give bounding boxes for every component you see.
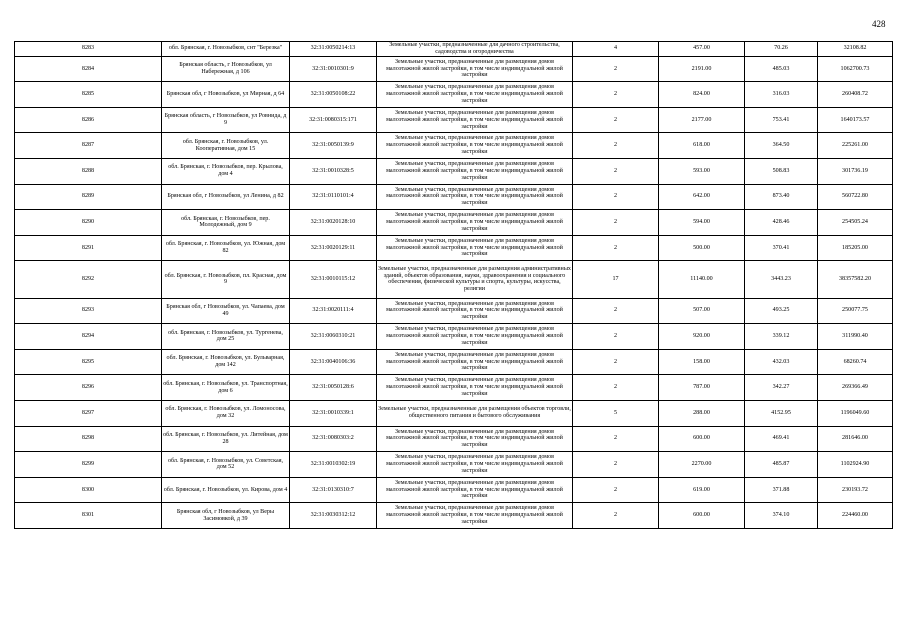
area-cell: 288.00: [659, 400, 745, 426]
row-number-cell: 8300: [15, 477, 162, 503]
specific-value-cell: 753.41: [745, 107, 818, 133]
group-code-cell: 2: [573, 477, 659, 503]
specific-value-cell: 370.41: [745, 235, 818, 261]
table-row: [15, 42, 893, 57]
address-cell: Брянская обл, г Новозыбков, ул Веры Засимовкой, д 39: [162, 503, 290, 529]
land-use-type-cell: Земельные участки, предназначенные для размещения домов малоэтажной жилой застройки, в том числе индивидуальной жилой застройки: [377, 426, 573, 452]
specific-value-cell: 485.87: [745, 452, 818, 478]
cadastral-number-cell: 32:31:0050139:9: [290, 133, 377, 159]
row-number-cell: 8294: [15, 324, 162, 350]
row-number-cell: 8301: [15, 503, 162, 529]
row-number-cell: 8292: [15, 261, 162, 298]
cadastral-number-cell: 32:31:0020129:11: [290, 235, 377, 261]
group-code-cell: 2: [573, 324, 659, 350]
cadastral-value-cell: 260408.72: [818, 82, 893, 108]
row-number-cell: 8296: [15, 375, 162, 401]
group-code-cell: 2: [573, 107, 659, 133]
table-row: [15, 349, 893, 375]
table-row: [15, 159, 893, 185]
group-code-cell: 2: [573, 349, 659, 375]
cadastral-number-cell: 32:31:0030312:12: [290, 503, 377, 529]
group-code-cell: 2: [573, 375, 659, 401]
address-cell: обл. Брянская, г. Новозыбков, ул. Литейная, дом 28: [162, 426, 290, 452]
cadastral-number-cell: 32:31:0060310:21: [290, 324, 377, 350]
table-row: [15, 107, 893, 133]
area-cell: 787.00: [659, 375, 745, 401]
cadastral-number-cell: 32:31:0130310:7: [290, 477, 377, 503]
area-cell: 618.00: [659, 133, 745, 159]
land-use-type-cell: Земельные участки, предназначенные для размещения домов малоэтажной жилой застройки, в том числе индивидуальной жилой застройки: [377, 56, 573, 82]
table-row: [15, 452, 893, 478]
specific-value-cell: 508.83: [745, 159, 818, 185]
area-cell: 457.00: [659, 42, 745, 57]
group-code-cell: 2: [573, 235, 659, 261]
table-row: [15, 56, 893, 82]
row-number-cell: 8288: [15, 159, 162, 185]
land-use-type-cell: Земельные участки, предназначенные для размещения объектов торговли, общественного питания и бытового обслуживания: [377, 400, 573, 426]
group-code-cell: 5: [573, 400, 659, 426]
area-cell: 11140.00: [659, 261, 745, 298]
cadastral-value-cell: 1102924.90: [818, 452, 893, 478]
area-cell: 2270.00: [659, 452, 745, 478]
land-use-type-cell: Земельные участки, предназначенные для размещения домов малоэтажной жилой застройки, в том числе индивидуальной жилой застройки: [377, 375, 573, 401]
specific-value-cell: 873.40: [745, 184, 818, 210]
cadastral-value-cell: 185205.00: [818, 235, 893, 261]
cadastral-number-cell: 32:31:0010328:5: [290, 159, 377, 185]
group-code-cell: 2: [573, 426, 659, 452]
group-code-cell: 2: [573, 56, 659, 82]
area-cell: 158.00: [659, 349, 745, 375]
specific-value-cell: 342.27: [745, 375, 818, 401]
area-cell: 600.00: [659, 503, 745, 529]
address-cell: обл. Брянская, г. Новозыбков, ул. Тургенева, дом 25: [162, 324, 290, 350]
specific-value-cell: 364.50: [745, 133, 818, 159]
cadastral-number-cell: 32:31:0010301:9: [290, 56, 377, 82]
row-number-cell: 8290: [15, 210, 162, 236]
row-number-cell: 8295: [15, 349, 162, 375]
row-number-cell: 8298: [15, 426, 162, 452]
land-use-type-cell: Земельные участки, предназначенные для размещения домов малоэтажной жилой застройки, в том числе индивидуальной жилой застройки: [377, 107, 573, 133]
cadastral-value-cell: 560722.80: [818, 184, 893, 210]
row-number-cell: 8299: [15, 452, 162, 478]
area-cell: 507.00: [659, 298, 745, 324]
table-row: [15, 261, 893, 298]
group-code-cell: 2: [573, 82, 659, 108]
cadastral-value-cell: 1062700.73: [818, 56, 893, 82]
cadastral-number-cell: 32:31:0010115:12: [290, 261, 377, 298]
area-cell: 593.00: [659, 159, 745, 185]
table-row: [15, 210, 893, 236]
table-row: [15, 477, 893, 503]
cadastral-value-cell: 38357582.20: [818, 261, 893, 298]
cadastral-number-cell: 32:31:0010339:1: [290, 400, 377, 426]
row-number-cell: 8284: [15, 56, 162, 82]
land-use-type-cell: Земельные участки, предназначенные для размещения домов малоэтажной жилой застройки, в том числе индивидуальной жилой застройки: [377, 210, 573, 236]
cadastral-value-cell: 250077.75: [818, 298, 893, 324]
table-body: [15, 42, 893, 529]
specific-value-cell: 339.12: [745, 324, 818, 350]
specific-value-cell: 70.26: [745, 42, 818, 57]
table-row: [15, 400, 893, 426]
specific-value-cell: 493.25: [745, 298, 818, 324]
land-use-type-cell: Земельные участки, предназначенные для размещения домов малоэтажной жилой застройки, в том числе индивидуальной жилой застройки: [377, 235, 573, 261]
land-use-type-cell: Земельные участки, предназначенные для размещения домов малоэтажной жилой застройки, в том числе индивидуальной жилой застройки: [377, 184, 573, 210]
page-number: 428: [872, 19, 886, 29]
area-cell: 824.00: [659, 82, 745, 108]
table-row: [15, 82, 893, 108]
area-cell: 500.00: [659, 235, 745, 261]
address-cell: обл. Брянская, г. Новозыбков, пл. Красная, дом 9: [162, 261, 290, 298]
group-code-cell: 2: [573, 503, 659, 529]
address-cell: обл. Брянская, г. Новозыбков, ул. Южная, дом 82: [162, 235, 290, 261]
land-use-type-cell: Земельные участки, предназначенные для размещения домов малоэтажной жилой застройки, в том числе индивидуальной жилой застройки: [377, 503, 573, 529]
specific-value-cell: 469.41: [745, 426, 818, 452]
cadastral-value-cell: 281646.00: [818, 426, 893, 452]
land-use-type-cell: Земельные участки, предназначенные для размещения домов малоэтажной жилой застройки, в том числе индивидуальной жилой застройки: [377, 477, 573, 503]
land-use-type-cell: Земельные участки, предназначенные для размещения домов малоэтажной жилой застройки, в том числе индивидуальной жилой застройки: [377, 298, 573, 324]
area-cell: 2177.00: [659, 107, 745, 133]
land-use-type-cell: Земельные участки, предназначенные для размещения домов малоэтажной жилой застройки, в том числе индивидуальной жилой застройки: [377, 324, 573, 350]
cadastral-value-cell: 311990.40: [818, 324, 893, 350]
cadastral-number-cell: 32:31:0020128:10: [290, 210, 377, 236]
cadastral-value-cell: 68260.74: [818, 349, 893, 375]
group-code-cell: 2: [573, 184, 659, 210]
row-number-cell: 8289: [15, 184, 162, 210]
address-cell: Брянская область, г Новозыбков, ул Ровнида, д 9: [162, 107, 290, 133]
row-number-cell: 8287: [15, 133, 162, 159]
cadastral-value-cell: 301736.19: [818, 159, 893, 185]
cadastral-value-cell: 32108.82: [818, 42, 893, 57]
cadastral-value-cell: 230193.72: [818, 477, 893, 503]
address-cell: обл. Брянская, г. Новозыбков, ул. Ломоносова, дом 32: [162, 400, 290, 426]
land-use-type-cell: Земельные участки, предназначенные для дачного строительства, садоводства и огородничества: [377, 42, 573, 57]
area-cell: 594.00: [659, 210, 745, 236]
row-number-cell: 8286: [15, 107, 162, 133]
row-number-cell: 8293: [15, 298, 162, 324]
land-use-type-cell: Земельные участки, предназначенные для размещения домов малоэтажной жилой застройки, в том числе индивидуальной жилой застройки: [377, 349, 573, 375]
specific-value-cell: 428.46: [745, 210, 818, 236]
address-cell: Брянская обл, г Новозыбков, ул. Чапаева, дом 49: [162, 298, 290, 324]
address-cell: Брянская обл, г Новозыбков, ул Ленина, д 82: [162, 184, 290, 210]
table-row: [15, 503, 893, 529]
area-cell: 2191.00: [659, 56, 745, 82]
land-use-type-cell: Земельные участки, предназначенные для размещения домов малоэтажной жилой застройки, в том числе индивидуальной жилой застройки: [377, 452, 573, 478]
area-cell: 600.00: [659, 426, 745, 452]
group-code-cell: 2: [573, 133, 659, 159]
address-cell: обл. Брянская, г. Новозыбков, ул. Бульварная, дом 142: [162, 349, 290, 375]
cadastral-number-cell: 32:31:0080315:171: [290, 107, 377, 133]
cadastral-number-cell: 32:31:0110101:4: [290, 184, 377, 210]
specific-value-cell: 374.10: [745, 503, 818, 529]
area-cell: 619.00: [659, 477, 745, 503]
cadastral-number-cell: 32:31:0020111:4: [290, 298, 377, 324]
table-row: [15, 298, 893, 324]
cadastral-number-cell: 32:31:0040106:36: [290, 349, 377, 375]
land-use-type-cell: Земельные участки, предназначенные для размещения домов малоэтажной жилой застройки, в том числе индивидуальной жилой застройки: [377, 82, 573, 108]
land-use-type-cell: Земельные участки, предназначенные для размещения административных зданий, объектов образования, науки, здравоохранения и социального обеспечения, физической культуры и спорта, культуры, искусства, религии: [377, 261, 573, 298]
cadastral-number-cell: 32:31:0080303:2: [290, 426, 377, 452]
group-code-cell: 2: [573, 210, 659, 236]
address-cell: обл. Брянская, г. Новозыбков, ул. Советская, дом 52: [162, 452, 290, 478]
row-number-cell: 8285: [15, 82, 162, 108]
address-cell: обл. Брянская, г. Новозыбков, пер. Молодежный, дом 9: [162, 210, 290, 236]
address-cell: обл. Брянская, г. Новозыбков, ул. Кооперативная, дом 15: [162, 133, 290, 159]
cadastral-value-cell: 269366.49: [818, 375, 893, 401]
specific-value-cell: 485.03: [745, 56, 818, 82]
group-code-cell: 2: [573, 298, 659, 324]
table-row: [15, 426, 893, 452]
cadastral-value-cell: 224460.00: [818, 503, 893, 529]
specific-value-cell: 4152.95: [745, 400, 818, 426]
cadastral-value-cell: 1640173.57: [818, 107, 893, 133]
address-cell: обл. Брянская, г. Новозыбков, ул. Кирова, дом 4: [162, 477, 290, 503]
row-number-cell: 8297: [15, 400, 162, 426]
land-use-type-cell: Земельные участки, предназначенные для размещения домов малоэтажной жилой застройки, в том числе индивидуальной жилой застройки: [377, 133, 573, 159]
row-number-cell: 8291: [15, 235, 162, 261]
cadastral-number-cell: 32:31:0010302:19: [290, 452, 377, 478]
address-cell: обл. Брянская, г. Новозыбков, снт "Березка": [162, 42, 290, 57]
address-cell: Брянская обл, г Новозыбков, ул Мирная, д 64: [162, 82, 290, 108]
specific-value-cell: 432.03: [745, 349, 818, 375]
table-row: [15, 324, 893, 350]
cadastral-number-cell: 32:31:0050108:22: [290, 82, 377, 108]
cadastral-value-table: [14, 41, 893, 529]
cadastral-number-cell: 32:31:0050214:13: [290, 42, 377, 57]
area-cell: 642.00: [659, 184, 745, 210]
specific-value-cell: 371.88: [745, 477, 818, 503]
address-cell: обл. Брянская, г. Новозыбков, пер. Крылова, дом 4: [162, 159, 290, 185]
table-row: [15, 184, 893, 210]
cadastral-value-cell: 1196049.60: [818, 400, 893, 426]
table-row: [15, 235, 893, 261]
address-cell: Брянская область, г Новозыбков, ул Набережная, д 106: [162, 56, 290, 82]
row-number-cell: 8283: [15, 42, 162, 57]
group-code-cell: 2: [573, 452, 659, 478]
cadastral-number-cell: 32:31:0050128:6: [290, 375, 377, 401]
cadastral-value-cell: 254505.24: [818, 210, 893, 236]
group-code-cell: 17: [573, 261, 659, 298]
address-cell: обл. Брянская, г. Новозыбков, ул. Транспортная, дом 6: [162, 375, 290, 401]
area-cell: 920.00: [659, 324, 745, 350]
table-row: [15, 133, 893, 159]
specific-value-cell: 3443.23: [745, 261, 818, 298]
table-row: [15, 375, 893, 401]
specific-value-cell: 316.03: [745, 82, 818, 108]
land-use-type-cell: Земельные участки, предназначенные для размещения домов малоэтажной жилой застройки, в том числе индивидуальной жилой застройки: [377, 159, 573, 185]
group-code-cell: 2: [573, 159, 659, 185]
group-code-cell: 4: [573, 42, 659, 57]
cadastral-value-cell: 225261.00: [818, 133, 893, 159]
